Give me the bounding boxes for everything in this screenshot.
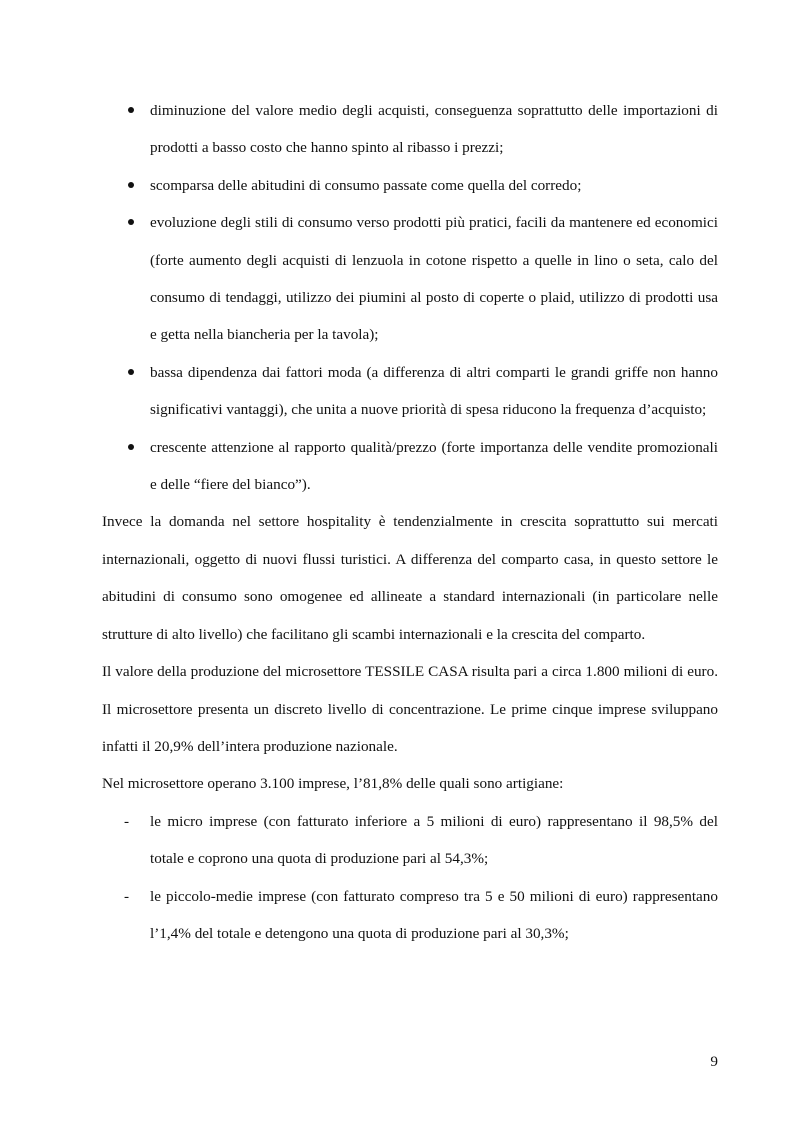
list-item (102, 204, 718, 354)
page-number: 9 (710, 1053, 718, 1070)
list-item-text: le micro imprese (con fatturato inferiore a 5 milioni di euro) rappresentano il 98,5% del totale e coprono una quota di produzione pari al 54,3%; (150, 812, 718, 868)
list-item-text: le piccolo-medie imprese (con fatturato compreso tra 5 e 50 milioni di euro) rappresentano l’1,4% del totale e detengono una quota di produzione pari al 30,3%; (150, 887, 718, 942)
paragraph-enterprises: Nel microsettore operano 3.100 imprese, l’81,8% delle quali sono artigiane: (102, 775, 564, 793)
list-item (102, 354, 718, 429)
list-item (102, 878, 718, 953)
bullet-icon (124, 92, 138, 129)
bullet-icon (124, 204, 138, 241)
list-item-text: bassa dipendenza dai fattori moda (a differenza di altri comparti le grandi griffe non hanno significativi vantaggi), che unita a nuove priorità di spesa riducono la frequenza d’acquisto; (150, 363, 718, 419)
list-item-text: scomparsa delle abitudini di consumo passate come quella del corredo; (150, 176, 582, 194)
list-item (102, 803, 718, 878)
paragraph-hospitality: Invece la domanda nel settore hospitality è tendenzialmente in crescita soprattutto sui mercati internazionali, oggetto di nuovi flussi turistici. A differenza del comparto casa, in questo settore le abitudini di consumo sono omogenee ed allineate a standard internazionali (in particolare nelle strutture di alto livello) che facilitano gli scambi internazionali e la crescita del comparto. (102, 513, 718, 643)
dash-marker: - (124, 812, 130, 830)
list-item (102, 429, 718, 504)
dash-list (102, 803, 718, 953)
paragraph-production-value: Il valore della produzione del microsettore TESSILE CASA risulta pari a circa 1.800 milioni di euro. Il microsettore presenta un discreto livello di concentrazione. Le prime cinque imprese sviluppano infatti il 20,9% dell’intera produzione nazionale. (102, 663, 718, 755)
bullet-list (102, 92, 718, 503)
bullet-icon (124, 167, 138, 204)
list-item-text: diminuzione del valore medio degli acquisti, conseguenza soprattutto delle importazioni di prodotti a basso costo che hanno spinto al ribasso i prezzi; (150, 102, 718, 157)
page-body (102, 92, 718, 952)
dash-marker: - (124, 887, 130, 905)
bullet-icon (124, 429, 138, 466)
list-item-text: crescente attenzione al rapporto qualità/prezzo (forte importanza delle vendite promozionali e delle “fiere del bianco”). (150, 438, 718, 494)
list-item (102, 92, 718, 167)
list-item-text: evoluzione degli stili di consumo verso prodotti più pratici, facili da mantenere ed economici (forte aumento degli acquisti di lenzuola in cotone rispetto a quelle in lino o seta, calo del consumo di tendaggi, utilizzo dei piumini al posto di coperte o plaid, utilizzo di prodotti usa e getta nella biancheria per la tavola); (150, 214, 718, 344)
bullet-icon (124, 354, 138, 391)
list-item (102, 167, 718, 204)
